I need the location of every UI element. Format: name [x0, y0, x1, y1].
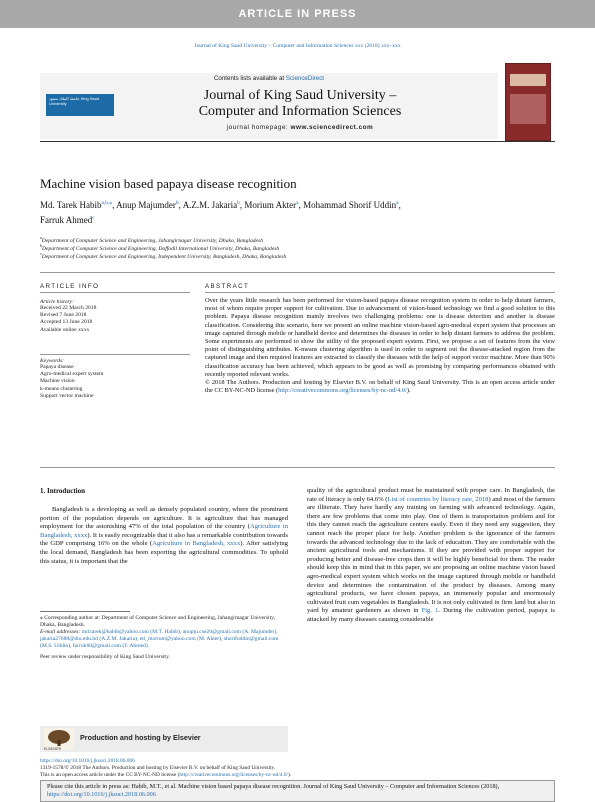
copyright-text: © 2018 The Authors. Production and hosting by Elsevier B.V. on behalf of King Saud University. This is an open access article under the CC BY-NC-ND license (	[205, 379, 555, 395]
intro-left-text-3: ). After satisfying the local demand, Bangladesh has been exporting the agricultural commodities. To uphold this status, it is important that the	[40, 540, 288, 565]
contents-prefix: Contents lists available at	[213, 75, 285, 82]
authors-line-2	[40, 212, 555, 227]
intro-right-text-3: . During the cultivation period, papaya is attacked by many diseases causing considerable	[307, 607, 555, 623]
ksu-logo	[46, 94, 114, 116]
intro-left-text-2: ). It is easily recognizable that it also has a remarkable contribution towards the GDP comprising 16% on the whole (	[40, 531, 288, 548]
author-name: Farruk Ahmed	[40, 215, 93, 225]
contents-line	[40, 75, 498, 82]
author-affiliation-marker[interactable]: a	[296, 200, 299, 206]
cite-doi-link[interactable]: https://doi.org/10.1016/j.jksuci.2018.06.006	[47, 791, 156, 799]
history-item: Available online xxxx	[40, 326, 90, 333]
keyword-item: Agro-medical expert system	[40, 371, 104, 378]
keyword-item: Support vector machine	[40, 392, 94, 399]
cite-text: Please cite this article in press as: Habib, M.T., et al. Machine vision based papaya disease recognition. Journal of King Saud University – Computer and Information Sciences (2018),	[47, 783, 500, 790]
email-list[interactable]: md.tarek@habib@yahoo.com (M.T. Habib), anupju.cse20@gmail.com (A. Majumder), jakaria27688@diu.edu.bd (A.Z.M. Jakaria), eti_morium@yahoo.com (M. Akter), shorifuddin@gmail.com (M.S. Uddin), farruk60@gmail.com (F. Ahmed).	[40, 629, 279, 649]
history-item: Received 22 March 2018	[40, 305, 97, 311]
affiliation-text: Department of Computer Science and Engineering, Jahangirnagar University, Dhaka, Bangladesh	[41, 237, 264, 244]
keywords-block	[40, 358, 190, 400]
elsevier-logo-text: ELSEVIER	[44, 747, 62, 751]
abstract-rule	[205, 292, 555, 293]
abstract-heading: ABSTRACT	[205, 283, 250, 290]
corresponding-author-note: ⁎ Corresponding author at: Department of Computer Science and Engineering, Jahangirnagar University, Dhaka, Bangladesh.	[40, 615, 275, 628]
abstract-bottom-rule	[40, 467, 555, 468]
homepage-link[interactable]: www.sciencedirect.com	[290, 124, 374, 131]
journal-title	[140, 88, 460, 120]
article-history	[40, 299, 190, 334]
author-affiliation-marker[interactable]: c	[92, 215, 95, 221]
peer-review-note: Peer review under responsibility of King Saud University.	[40, 654, 170, 660]
journal-homepage	[140, 124, 460, 131]
intro-left-paragraph	[40, 506, 288, 566]
author-affiliation-marker[interactable]: b	[175, 200, 179, 206]
authors-line-1: Md. Tarek Habib$^{a,b,⁎}$, Anup Majumder$^b$, A.Z.M. Jakaria$^b$, Morium Akter$^a$, Mohammad Shorif Uddin$^a$,	[40, 200, 401, 210]
article-info-rule	[40, 292, 190, 293]
info-rule-top	[40, 272, 555, 273]
keyword-item: Machine vision	[40, 378, 75, 385]
keywords-rule	[40, 354, 190, 355]
figure-link[interactable]: Fig. 1	[421, 607, 439, 615]
author-list	[40, 197, 555, 227]
keywords-label: Keywords:	[40, 358, 65, 364]
author-affiliation-marker[interactable]: a,b,⁎	[101, 200, 113, 206]
affiliation-marker: a	[40, 235, 42, 240]
footnote-rule	[40, 611, 130, 612]
history-label: Article history:	[40, 299, 75, 305]
keywords-list	[40, 364, 190, 400]
keyword-item: k-means clustering	[40, 385, 83, 392]
citation-link[interactable]: List of countries by literacy rate, 2018	[387, 495, 489, 503]
author-affiliation-marker[interactable]: b	[237, 200, 240, 206]
citation-link[interactable]: Agriculture in Bangladesh, xxxx	[152, 540, 241, 548]
cover-band	[510, 74, 546, 86]
author-affiliation-marker[interactable]: a	[396, 200, 399, 206]
doi-footer	[40, 758, 555, 778]
license-line	[40, 772, 555, 779]
affiliation-line	[40, 251, 555, 260]
history-list	[40, 305, 190, 334]
license-footer-link[interactable]: http://creativecommons.org/licenses/by-nc-nd/4.0/	[179, 771, 288, 778]
license-suffix: ).	[287, 771, 292, 778]
affiliation-text: Department of Computer Science and Engineering, Independent University, Bangladesh, Dhaka, Bangladesh	[41, 253, 287, 260]
license-prefix: This is an open access article under the CC BY-NC-ND license (	[40, 771, 180, 778]
email-addresses	[40, 629, 288, 650]
intro-right-paragraph	[307, 487, 555, 625]
keyword-item: Papaya disease	[40, 364, 74, 370]
affiliation-marker: c	[40, 251, 42, 256]
journal-citation[interactable]: Journal of King Saud University – Computer and Information Sciences xxx (2018) xxx–xxx	[194, 43, 401, 49]
copyright-end: ).	[406, 387, 411, 395]
email-label: E-mail addresses:	[40, 629, 81, 635]
author-name: Anup Majumder	[116, 200, 176, 210]
history-item: Accepted 13 June 2018	[40, 319, 93, 326]
affiliation-text: Department of Computer Science and Engineering, Daffodil International University, Dhaka, Bangladesh	[42, 245, 280, 252]
cover-band-2	[510, 94, 546, 124]
abstract-body	[205, 297, 555, 395]
history-item: Revised 7 June 2018	[40, 312, 87, 319]
intro-left-text-1: Bangladesh is a developing as well as densely populated country, where the prominent portion of the population depends on agriculture. It is agriculture that has managed employment for the astonishing 47% of the total population of the country (	[40, 506, 288, 531]
paper-title: Machine vision based papaya disease recognition	[40, 176, 297, 191]
affiliation-marker: b	[40, 243, 42, 248]
doi-link[interactable]: https://doi.org/10.1016/j.jksuci.2018.06.006	[40, 758, 135, 764]
homepage-prefix: journal homepage:	[226, 124, 289, 131]
intro-right-text-1: quality of the agricultural product must be maintained with proper care. In Bangladesh, the rate of literacy is only 64.6% (	[307, 487, 555, 503]
journal-title-line2: Computer and Information Sciences	[198, 104, 402, 119]
cite-this-article-box	[40, 780, 555, 802]
ksu-logo-text: جامعة الملك سعود King Saud University	[49, 96, 100, 106]
journal-title-line1: Journal of King Saud University –	[203, 88, 397, 103]
license-link[interactable]: http://creativecommons.org/licenses/by-nc-nd/4.0/	[278, 387, 407, 395]
header-rule	[40, 141, 555, 142]
footnotes	[40, 615, 288, 661]
author-name: A.Z.M. Jakaria	[182, 200, 238, 210]
citation-link[interactable]: Agriculture in Bangladesh, xxxx	[40, 523, 288, 539]
issn-line: 1319-1578/© 2018 The Authors. Production and hosting by Elsevier B.V. on behalf of King Saud University.	[40, 764, 276, 771]
author-name: Md. Tarek Habib	[40, 200, 102, 210]
article-info-heading: ARTICLE INFO	[40, 283, 100, 290]
author-name: Mohammad Shorif Uddin	[303, 200, 397, 210]
sciencedirect-link[interactable]: ScienceDirect	[285, 75, 325, 82]
intro-heading: 1. Introduction	[40, 487, 85, 495]
author-name: Morium Akter	[244, 200, 297, 210]
abstract-copyright	[205, 379, 555, 395]
publisher-text: Production and hosting by Elsevier	[80, 733, 201, 742]
abstract-text: Over the years little research has been performed for vision-based papaya disease recognition system in order to help distant farmers, most of whom require proper support for cultivation. Due to advancement of vision-based technology we find a good solution to this problem. Papaya disease recognition mainly involves two challenging problems: one is disease detection and another is disease classification. Considering this scenario, here we present an online machine vision-based agro-medical expert system that processes an image captured through mobile or handheld device and determines the diseases in order to help distant farmers to address the problem. Some experiments are performed to show the utility of the proposed expert system. First, we propose a set of features from the view point of distinguishing attributes. K-means clustering algorithm is used in order to segment out the disease-attacked region from the captured image and then required features are extracted to classify the diseases with the help of support vector machine. More than 90% classification accuracy has been achieved, which appears to be good as well as promising by comparing performances obtained with recently reported relevant works.	[205, 297, 555, 378]
intro-right-text-2: ) and most of the farmers are illiterate. They have hardly any training on farming with advanced technology. Again, there are few problems that come into play. One of them is transportation problem and for this they cannot reach the agriculture centers easily. Even if they need any suggestion, they cannot reach the proper place for help. Another problem is the ignorance of the farmers towards the advanced technology due to the lack of education. They are comfortable with the ancient agricultural tools and mechanisms. If they are provided with proper support for producing better and disease-free crops then it will be highly beneficial for them. The reader should keep this in mind that in this paper, we are proposing an online machine vision based agro-medical expert system which works on the image captured through mobile or handheld device and determines the contamination of the product by diseases. Among many agricultural products, we have chosen papaya, an immensely popular and enormously cultivated fruit cum vegetables in Bangladesh. It is not only cultivated in firm land but also in yard by amateur gardeners as shown in	[307, 495, 556, 615]
article-in-press-banner: ARTICLE IN PRESS	[0, 0, 595, 28]
journal-cover-image	[505, 63, 551, 141]
